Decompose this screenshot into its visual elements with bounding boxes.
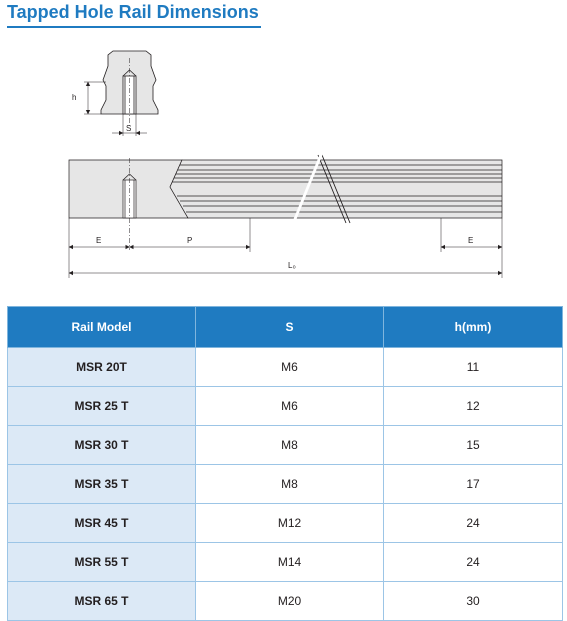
cell-h: 17 [384,465,563,504]
cell-model: MSR 35 T [8,465,196,504]
cell-h: 30 [384,582,563,621]
cell-model: MSR 30 T [8,426,196,465]
cell-h: 24 [384,504,563,543]
p-dimension-label: P [187,236,193,245]
cell-h: 15 [384,426,563,465]
cell-s: M6 [196,387,384,426]
cell-h: 24 [384,543,563,582]
rail-side-view [69,155,502,278]
table-row [8,426,563,465]
cell-s: M20 [196,582,384,621]
table-row [8,504,563,543]
cell-h: 12 [384,387,563,426]
header-h: h(mm) [384,307,563,348]
table-row [8,465,563,504]
header-rail-model: Rail Model [8,307,196,348]
cell-s: M6 [196,348,384,387]
table-header-row [8,307,563,348]
page-title: Tapped Hole Rail Dimensions [7,2,259,22]
s-dimension-label: S [126,124,132,133]
cell-model: MSR 65 T [8,582,196,621]
header-s: S [196,307,384,348]
rail-dimensions-table [7,306,563,621]
rail-dimension-drawing [0,0,567,300]
length-dimension-label: L₀ [288,261,296,270]
table-row [8,348,563,387]
cell-s: M8 [196,426,384,465]
rail-cross-section [84,51,158,136]
h-dimension-label: h [72,93,77,102]
e-right-dimension-label: E [468,236,474,245]
cell-model: MSR 55 T [8,543,196,582]
e-left-dimension-label: E [96,236,102,245]
table-row [8,543,563,582]
cell-s: M14 [196,543,384,582]
cell-s: M12 [196,504,384,543]
cell-h: 11 [384,348,563,387]
cell-model: MSR 25 T [8,387,196,426]
cell-model: MSR 20T [8,348,196,387]
cell-s: M8 [196,465,384,504]
cell-model: MSR 45 T [8,504,196,543]
table-row [8,387,563,426]
